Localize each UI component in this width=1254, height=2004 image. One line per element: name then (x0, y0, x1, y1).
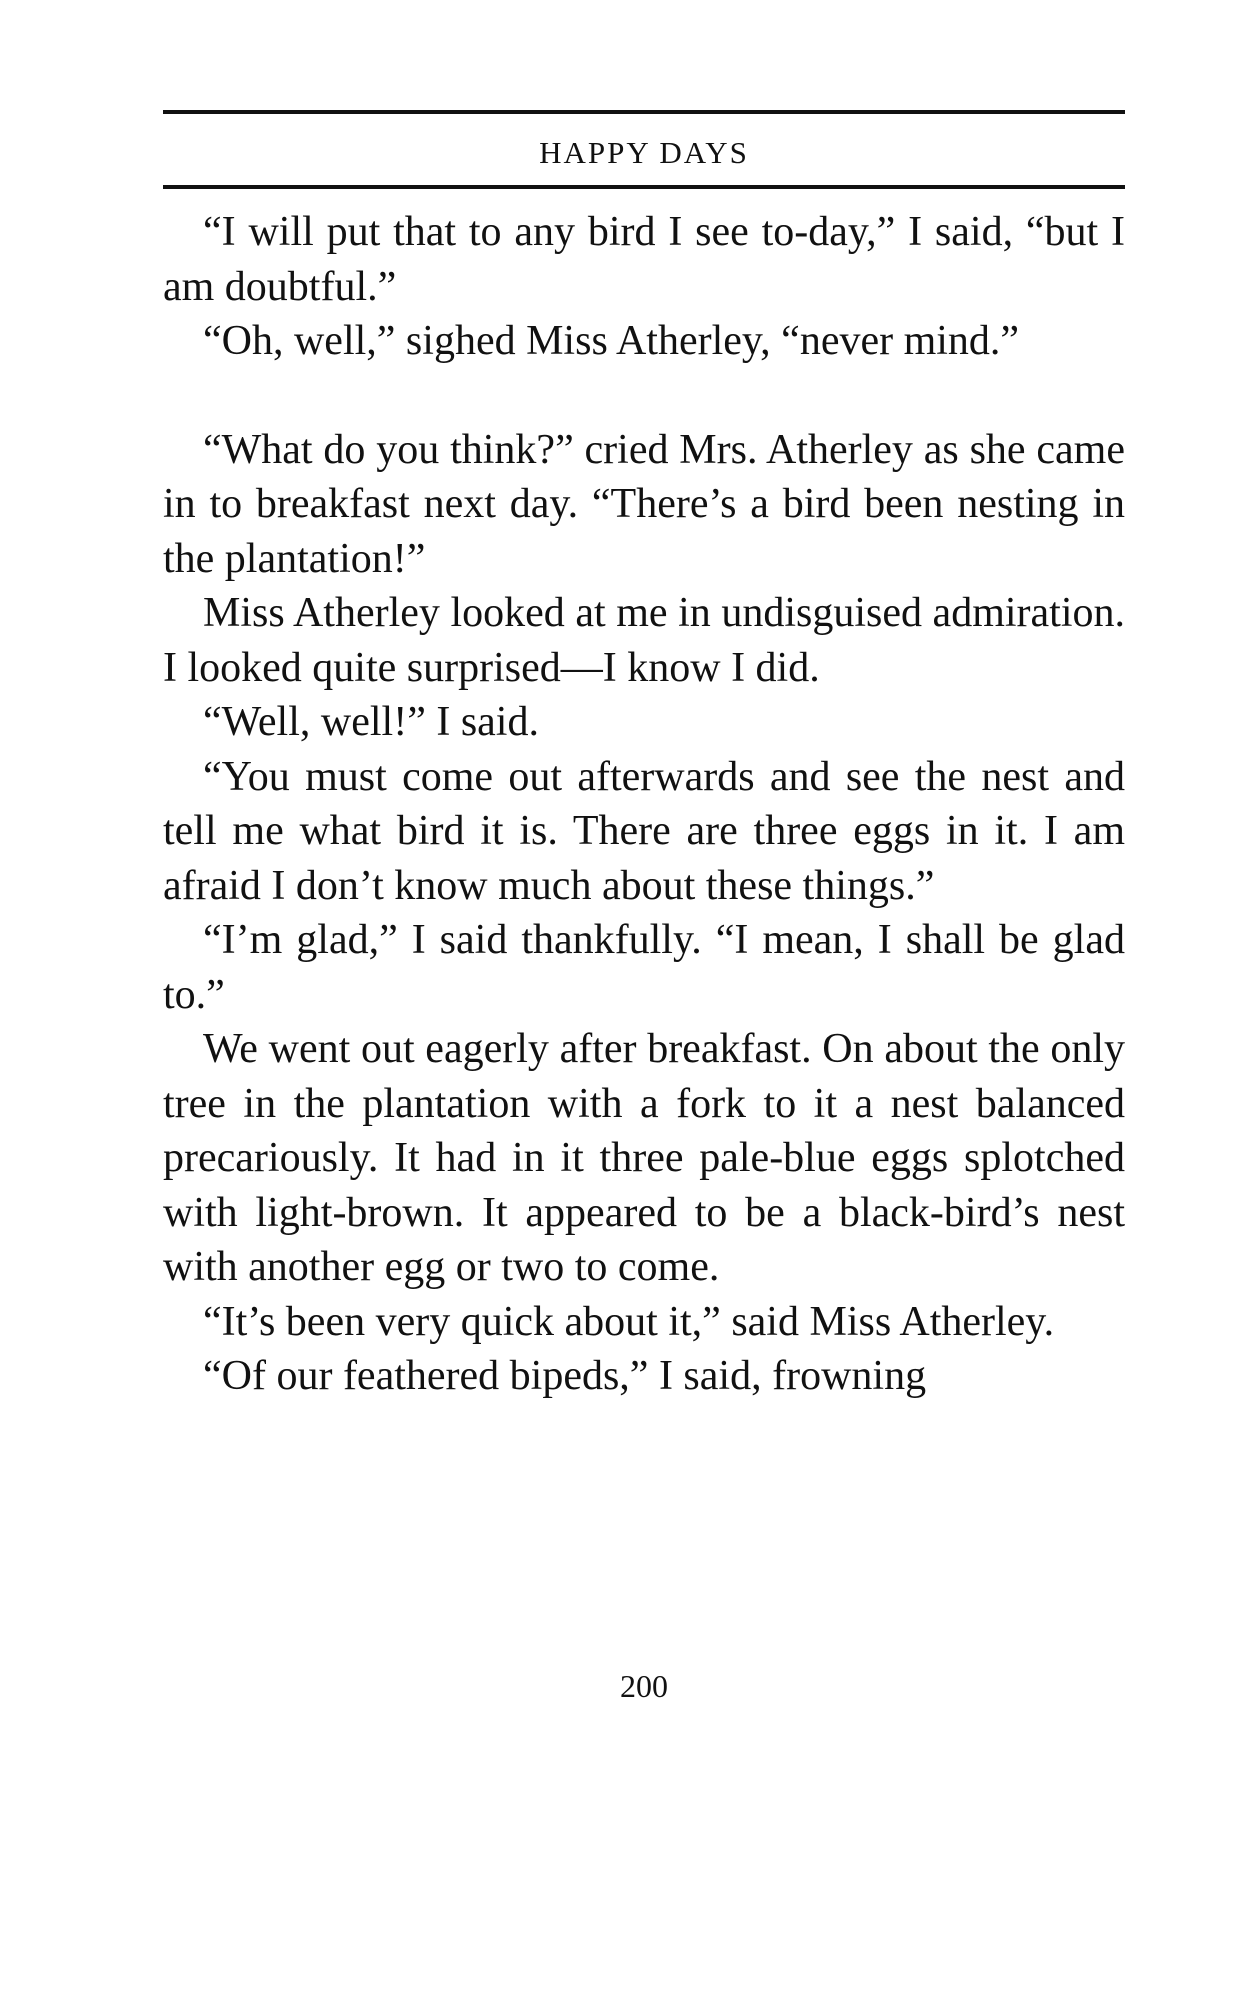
paragraph: “I’m glad,” I said thankfully. “I mean, I shall be glad to.” (163, 917, 1125, 1018)
paragraph: “Oh, well,” sighed Miss Atherley, “never mind.” (203, 318, 1020, 364)
section-break (163, 369, 1125, 423)
paragraph: “I will put that to any bird I see to-day,” I said, “but I am doubtful.” (163, 209, 1125, 310)
paragraph: “It’s been very quick about it,” said Miss Atherley. (203, 1298, 1055, 1345)
paragraph: “You must come out afterwards and see the nest and tell me what bird it is. There are three eggs in it. I am afraid I don’t know much about these things.” (163, 753, 1125, 909)
paragraph: “What do you think?” cried Mrs. Atherley as she came in to breakfast next day. “There’s a bird been nesting in the plantation!” (163, 426, 1125, 582)
paragraph: We went out eagerly after breakfast. On about the only tree in the plantation with a fork to it a nest balanced precariously. It had in it three pale-blue eggs splotched with light-brown. It appeared to be a black-bird’s nest with another egg or two to come. (163, 1026, 1125, 1290)
header-rule-top (163, 110, 1125, 114)
body-text (163, 205, 1125, 1404)
page-number: 200 (620, 1668, 668, 1704)
paragraph: Miss Atherley looked at me in undisguised admiration. I looked quite surprised—I know I did. (163, 590, 1125, 691)
paragraph: “Well, well!” I said. (203, 699, 539, 745)
running-head: HAPPY DAYS (539, 135, 749, 170)
paragraph-continued: “Of our feathered bipeds,” I said, frowning (203, 1353, 927, 1399)
book-page (163, 110, 1125, 1704)
header-rule-bottom (163, 185, 1125, 189)
